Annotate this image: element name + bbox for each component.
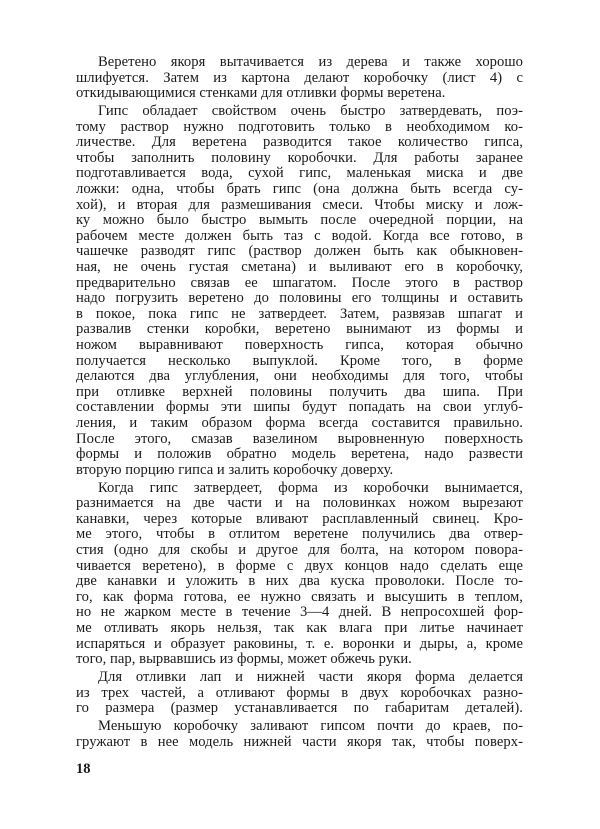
- text-line: канавки, через которые вливают расплавленный свинец. Кро-: [76, 510, 523, 527]
- text-line: ления, и таким образом форма всегда составится правильно.: [76, 414, 523, 431]
- text-line: предварительно связав ее шпагатом. После этого в раствор: [76, 274, 523, 291]
- text-line: хой), и вторая для размешивания смеси. Чтобы миску и лож-: [76, 196, 523, 213]
- text-line: стия (одно для скобы и другое для болта, на котором повора-: [76, 542, 523, 558]
- text-line: го размера (размер устанавливается по габаритам деталей).: [76, 700, 523, 717]
- text-line: ме отливать якорь нельзя, так как влага при литье начинает: [76, 619, 523, 636]
- text-line: Веретено якоря вытачивается из дерева и также хорошо: [98, 54, 523, 70]
- text-line: подготавливается вода, сухой гипс, маленькая миска и две: [76, 165, 523, 182]
- paragraph-2: [76, 104, 523, 478]
- text-line: ку можно было быстро вымыть после очередной порции, на: [76, 212, 523, 229]
- paragraph-4: [76, 670, 523, 717]
- text-line: чашечке разводят гипс (раствор должен быть как обыкновен-: [76, 243, 523, 260]
- text-line: шлифуется. Затем из картона делают коробочку (лист 4) с: [76, 69, 523, 86]
- text-line: разнимается на две части и на половинках ножом вырезают: [76, 495, 523, 512]
- text-line: при отливке верхней половины получить два шипа. При: [76, 383, 523, 400]
- paragraph-3: [76, 481, 523, 668]
- text-line: получается несколько выпуклой. Кроме того, в форме: [76, 352, 523, 369]
- text-line: го, как форма готова, ее нужно связать и высушить в теплом,: [76, 588, 523, 605]
- paragraph-5: [76, 719, 523, 750]
- text-line: но не жарком месте в течение 3—4 дней. В непросохшей фор-: [76, 604, 523, 621]
- text-line: гружают в нее модель нижней части якоря так, чтобы поверх-: [76, 733, 523, 750]
- text-line: Меньшую коробочку заливают гипсом почти до краев, по-: [98, 718, 523, 735]
- text-line: формы и положив обратно модель веретена, надо развести: [76, 446, 523, 463]
- text-line: Для отливки лап и нижней части якоря форма делается: [98, 669, 523, 686]
- text-line: чтобы заполнить половину коробочки. Для работы заранее: [76, 149, 523, 166]
- text-line: испаряться и образует раковины, т. е. воронки и дыры, а, кроме: [76, 635, 523, 652]
- text-line: ме этого, чтобы в отлитом веретене получились два отвер-: [76, 526, 523, 543]
- text-line: тому раствор нужно подготовить только в необходимом ко-: [76, 118, 523, 135]
- text-line: надо погрузить веретено до половины его толщины и оставить: [76, 290, 523, 307]
- text-line: ная, не очень густая сметана) и выливают его в коробочку,: [76, 259, 523, 276]
- text-line: ложки: одна, чтобы брать гипс (она должна быть всегда су-: [76, 181, 523, 198]
- text-line: того, пар, вырвавшись из формы, может обжечь руки.: [76, 651, 412, 668]
- text-line: в покое, пока гипс не затвердеет. Затем, развязав шпагат и: [76, 305, 523, 322]
- text-line: развалив стенки коробки, веретено вынимают из формы и: [76, 321, 523, 338]
- page-number: 18: [76, 761, 91, 777]
- text-line: вторую порцию гипса и залить коробочку доверху.: [76, 461, 394, 478]
- text-line: личестве. Для веретена разводится такое количество гипса,: [76, 134, 523, 151]
- text-line: делаются два углубления, они необходимы для того, чтобы: [76, 368, 523, 385]
- text-line: из трех частей, а отливают формы в двух коробочках разно-: [76, 684, 523, 701]
- text-line: чивается веретено), в форме с двух концов надо сделать еще: [76, 557, 523, 574]
- text-line: Гипс обладает свойством очень быстро затвердевать, поэ-: [98, 103, 523, 120]
- text-line: составлении формы эти шипы будут попадать на свои углуб-: [76, 399, 523, 416]
- text-line: ножом выравнивают поверхность гипса, которая обычно: [76, 336, 523, 353]
- text-line: две канавки и уложить в них два куска проволоки. После то-: [76, 573, 523, 590]
- text-line: Когда гипс затвердеет, форма из коробочки вынимается,: [98, 479, 523, 496]
- text-line: откидывающимися стенками для отливки формы веретена.: [76, 85, 446, 102]
- paragraph-1: [76, 55, 523, 102]
- body-text: [76, 55, 523, 753]
- text-line: После этого, смазав вазелином выровненную поверхность: [76, 430, 523, 447]
- text-line: рабочем месте должен быть таз с водой. Когда все готово, в: [76, 227, 523, 244]
